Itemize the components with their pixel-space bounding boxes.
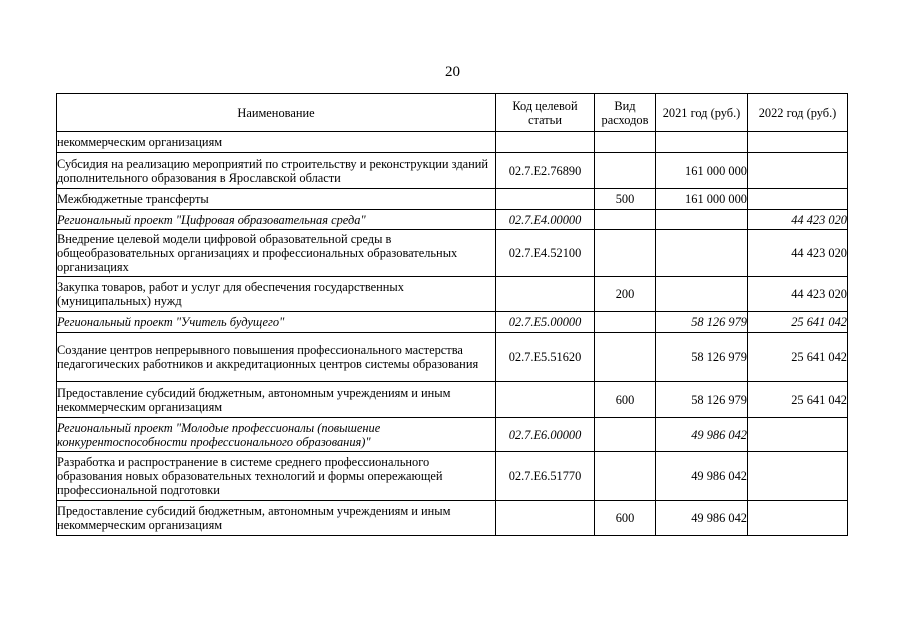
row-code-cell: 02.7.E5.51620 — [496, 333, 595, 382]
row-vid-cell — [595, 210, 656, 230]
row-name-cell: Региональный проект "Молодые профессионалы (повышение конкурентоспособности профессионального образования)" — [57, 418, 496, 452]
row-2022-cell: 25 641 042 — [748, 333, 848, 382]
row-2021-cell: 58 126 979 — [656, 333, 748, 382]
table-row — [57, 277, 848, 312]
row-vid-cell: 600 — [595, 501, 656, 536]
row-name-cell: Межбюджетные трансферты — [57, 189, 496, 210]
row-2021-cell — [656, 210, 748, 230]
row-name-cell: Создание центров непрерывного повышения профессионального мастерства педагогических работников и аккредитационных центров системы образования — [57, 333, 496, 382]
row-2022-cell — [748, 153, 848, 189]
row-2022-cell — [748, 501, 848, 536]
header-vid: Вид расходов — [595, 94, 656, 132]
header-name: Наименование — [57, 94, 496, 132]
table-row — [57, 230, 848, 277]
row-2022-cell: 44 423 020 — [748, 230, 848, 277]
row-2022-cell — [748, 418, 848, 452]
row-vid-cell — [595, 312, 656, 333]
row-2021-cell: 49 986 042 — [656, 418, 748, 452]
table-row — [57, 382, 848, 418]
row-vid-cell: 600 — [595, 382, 656, 418]
row-2021-cell: 58 126 979 — [656, 312, 748, 333]
header-2022: 2022 год (руб.) — [748, 94, 848, 132]
table-row — [57, 153, 848, 189]
row-code-cell: 02.7.E6.00000 — [496, 418, 595, 452]
row-2021-cell — [656, 132, 748, 153]
row-vid-cell — [595, 333, 656, 382]
row-name-cell: Субсидия на реализацию мероприятий по строительству и реконструкции зданий дополнительного образования в Ярославской области — [57, 153, 496, 189]
row-2021-cell — [656, 230, 748, 277]
row-2022-cell — [748, 452, 848, 501]
row-code-cell: 02.7.E5.00000 — [496, 312, 595, 333]
row-code-cell: 02.7.E6.51770 — [496, 452, 595, 501]
table-row — [57, 210, 848, 230]
row-2021-cell: 58 126 979 — [656, 382, 748, 418]
budget-table — [56, 93, 848, 536]
row-name-cell: Закупка товаров, работ и услуг для обеспечения государственных (муниципальных) нужд — [57, 277, 496, 312]
table-row — [57, 452, 848, 501]
header-2021: 2021 год (руб.) — [656, 94, 748, 132]
row-code-cell: 02.7.E4.00000 — [496, 210, 595, 230]
row-code-cell — [496, 132, 595, 153]
row-name-cell: Региональный проект "Цифровая образовательная среда" — [57, 210, 496, 230]
table-row — [57, 312, 848, 333]
row-2021-cell: 161 000 000 — [656, 153, 748, 189]
row-name-cell: некоммерческим организациям — [57, 132, 496, 153]
row-2021-cell: 49 986 042 — [656, 452, 748, 501]
page-number: 20 — [445, 64, 460, 80]
row-name-cell: Региональный проект "Учитель будущего" — [57, 312, 496, 333]
header-code: Код целевой статьи — [496, 94, 595, 132]
row-name-cell: Внедрение целевой модели цифровой образовательной среды в общеобразовательных организациях и профессиональных образовательных организациях — [57, 230, 496, 277]
table-row — [57, 333, 848, 382]
row-vid-cell: 500 — [595, 189, 656, 210]
row-code-cell — [496, 382, 595, 418]
row-code-cell — [496, 189, 595, 210]
table-header-row — [57, 94, 848, 132]
row-name-cell: Разработка и распространение в системе среднего профессионального образования новых образовательных технологий и формы опережающей профессиональной подготовки — [57, 452, 496, 501]
row-2022-cell — [748, 132, 848, 153]
row-2022-cell: 25 641 042 — [748, 382, 848, 418]
row-2021-cell — [656, 277, 748, 312]
row-2022-cell: 44 423 020 — [748, 210, 848, 230]
row-2021-cell: 49 986 042 — [656, 501, 748, 536]
row-vid-cell — [595, 153, 656, 189]
row-2022-cell: 44 423 020 — [748, 277, 848, 312]
row-vid-cell — [595, 418, 656, 452]
row-vid-cell — [595, 132, 656, 153]
row-code-cell — [496, 277, 595, 312]
row-code-cell — [496, 501, 595, 536]
table-row — [57, 189, 848, 210]
row-vid-cell — [595, 452, 656, 501]
row-code-cell: 02.7.E4.52100 — [496, 230, 595, 277]
table-row — [57, 132, 848, 153]
table-row — [57, 501, 848, 536]
row-2022-cell: 25 641 042 — [748, 312, 848, 333]
row-2022-cell — [748, 189, 848, 210]
row-name-cell: Предоставление субсидий бюджетным, автономным учреждениям и иным некоммерческим организациям — [57, 382, 496, 418]
row-vid-cell: 200 — [595, 277, 656, 312]
row-code-cell: 02.7.E2.76890 — [496, 153, 595, 189]
row-vid-cell — [595, 230, 656, 277]
table-body — [57, 132, 848, 536]
row-2021-cell: 161 000 000 — [656, 189, 748, 210]
row-name-cell: Предоставление субсидий бюджетным, автономным учреждениям и иным некоммерческим организациям — [57, 501, 496, 536]
table-row — [57, 418, 848, 452]
